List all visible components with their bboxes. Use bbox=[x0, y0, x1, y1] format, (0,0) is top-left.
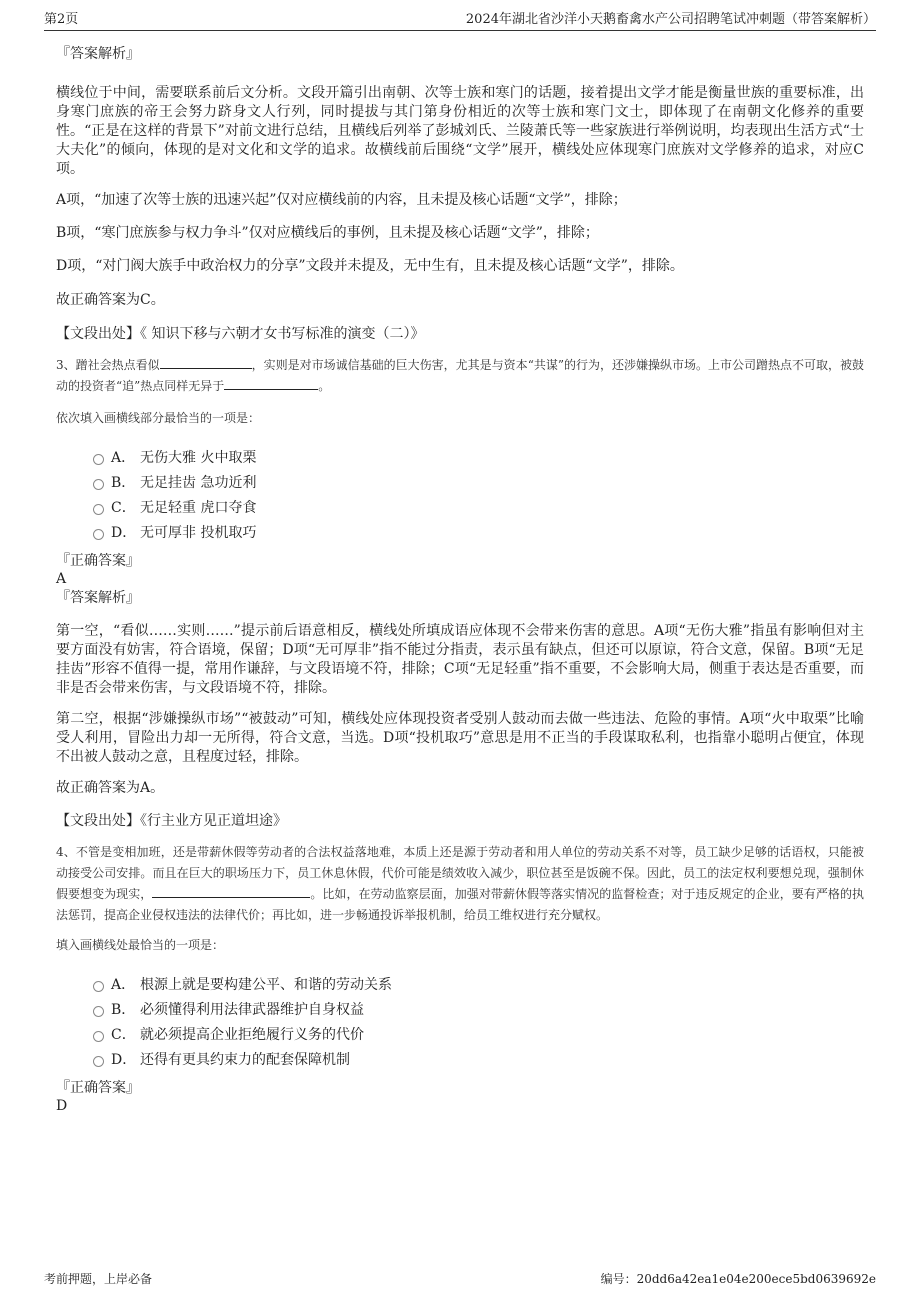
q3-source: 【文段出处】《行主业方见正道坦途》 bbox=[56, 813, 287, 829]
q3-stem-part3: 。 bbox=[318, 379, 331, 393]
q3-conclusion: 故正确答案为A。 bbox=[56, 780, 165, 796]
radio-icon[interactable] bbox=[93, 454, 104, 465]
radio-icon[interactable] bbox=[93, 1056, 104, 1067]
option-letter: A． bbox=[111, 977, 136, 993]
q4-stem bbox=[56, 842, 864, 926]
q3-answer-tag: 『正确答案』 bbox=[56, 553, 140, 569]
option-letter: C． bbox=[111, 500, 136, 516]
q3-analysis-tag: 『答案解析』 bbox=[56, 590, 140, 606]
radio-icon[interactable] bbox=[93, 981, 104, 992]
option-letter: B． bbox=[111, 1002, 136, 1018]
q3-option-c[interactable] bbox=[56, 496, 864, 521]
option-text: 无足轻重 虎口夺食 bbox=[140, 500, 257, 516]
option-text: 还得有更具约束力的配套保障机制 bbox=[140, 1052, 350, 1068]
option-text: 无可厚非 投机取巧 bbox=[140, 525, 257, 541]
q3-blank-2 bbox=[224, 377, 318, 390]
document-code: 编号：20dd6a42ea1e04e200ece5bd0639692e bbox=[600, 1272, 876, 1286]
page-footer bbox=[44, 1270, 876, 1290]
q4-option-d[interactable] bbox=[56, 1048, 864, 1073]
q3-option-d[interactable] bbox=[56, 521, 864, 546]
q3-stem-part1: 3、蹭社会热点看似 bbox=[56, 358, 160, 372]
q2-analysis-option-b: B项，“寒门庶族参与权力争斗”仅对应横线后的事例，且未提及核心话题“文学”，排除； bbox=[56, 225, 599, 241]
option-letter: B． bbox=[111, 475, 136, 491]
q4-options bbox=[56, 973, 864, 1073]
radio-icon[interactable] bbox=[93, 1031, 104, 1042]
footer-slogan: 考前押题，上岸必备 bbox=[44, 1272, 153, 1286]
q3-analysis-paragraph-1: 第一空，“看似……实则……”提示前后语意相反，横线处所填成语应体现不会带来伤害的意思。A项“无伤大雅”指虽有影响但对主要方面没有妨害，符合语境，保留；D项“无可厚非”指不能过分指责，表示虽有缺点，但还可以原谅，符合文意，保留。B项“无足挂齿”形容不值得一提，常用作谦辞，与文段语境不符，排除；C项“无足轻重”指不重要，不会影响大局，侧重于表达是否重要，而非是否会带来伤害，与文段语境不符，排除。 bbox=[56, 623, 864, 696]
radio-icon[interactable] bbox=[93, 529, 104, 540]
radio-icon[interactable] bbox=[93, 504, 104, 515]
q2-analysis-paragraph: 横线位于中间，需要联系前后文分析。文段开篇引出南朝、次等士族和寒门的话题，接着提出文学才能是衡量世族的重要标准，出身寒门庶族的帝王会努力跻身文人行列，同时提拔与其门第身份相近的次等士族和寒门文士，即体现了在南朝文化修养的重要性。“正是在这样的背景下”对前文进行总结，且横线后列举了彭城刘氏、兰陵萧氏等一些家族进行举例说明，均表现出生活方式“士大夫化”的倾向，体现的是对文化和文学的追求。故横线前后围绕“文学”展开，横线处应体现寒门庶族对文学修养的追求，对应C项。 bbox=[56, 85, 864, 177]
q4-answer: D bbox=[56, 1098, 68, 1114]
q3-options bbox=[56, 446, 864, 546]
q3-analysis-paragraph-2: 第二空，根据“涉嫌操纵市场”“被鼓动”可知，横线处应体现投资者受别人鼓动而去做一些违法、危险的事情。A项“火中取栗”比喻受人利用，冒险出力却一无所得，符合文意，当选。D项“投机取巧”意思是用不正当的手段谋取私利，也指靠小聪明占便宜，体现不出被人鼓动之意，且程度过轻，排除。 bbox=[56, 711, 864, 765]
q4-prompt: 填入画横线处最恰当的一项是： bbox=[56, 938, 225, 952]
option-text: 根源上就是要构建公平、和谐的劳动关系 bbox=[140, 977, 392, 993]
q4-stem-part2: 。比如，在劳动监察层面，加强对带薪休假等落实情况的监督检查；对于违反规定的企业，要有严格的执法惩罚，提高企业侵权违法的法律代价；再比如，进一步畅通投诉举报机制，给员工维权进行充分赋权。 bbox=[56, 887, 864, 922]
q4-stem-part1: 4、不管是变相加班，还是带薪休假等劳动者的合法权益落地难，本质上还是源于劳动者和用人单位的劳动关系不对等，员工缺少足够的话语权，只能被动接受公司安排。而且在巨大的职场压力下，员工休息休假，代价可能是绩效收入减少，职位甚至是饭碗不保。因此，员工的法定权利要想兑现，强制休假要想变为现实， bbox=[56, 845, 864, 901]
q4-blank bbox=[152, 885, 310, 898]
document-title: 2024年湖北省沙洋小天鹅畜禽水产公司招聘笔试冲刺题（带答案解析） bbox=[465, 12, 876, 27]
q3-stem-part2: ，实则是对市场诚信基础的巨大伤害，尤其是与资本“共谋”的行为，还涉嫌操纵市场。上市公司蹭热点不可取，被鼓动的投资者“追”热点同样无异于 bbox=[56, 358, 864, 393]
option-letter: C． bbox=[111, 1027, 136, 1043]
option-text: 无伤大雅 火中取栗 bbox=[140, 450, 257, 466]
q4-option-b[interactable] bbox=[56, 998, 864, 1023]
q2-analysis-option-d: D项，“对门阀大族手中政治权力的分享”文段并未提及，无中生有，且未提及核心话题“文学”，排除。 bbox=[56, 258, 684, 274]
radio-icon[interactable] bbox=[93, 479, 104, 490]
option-text: 无足挂齿 急功近利 bbox=[140, 475, 257, 491]
q3-option-a[interactable] bbox=[56, 446, 864, 471]
q2-conclusion: 故正确答案为C。 bbox=[56, 292, 165, 308]
q4-option-c[interactable] bbox=[56, 1023, 864, 1048]
page-content bbox=[56, 40, 864, 1114]
option-letter: D． bbox=[111, 525, 137, 541]
option-letter: D． bbox=[111, 1052, 137, 1068]
q4-answer-tag: 『正确答案』 bbox=[56, 1080, 140, 1096]
q2-analysis-tag: 『答案解析』 bbox=[56, 46, 140, 62]
page-number: 第2页 bbox=[44, 12, 79, 27]
q3-answer: A bbox=[56, 571, 67, 587]
q2-analysis-option-a: A项，“加速了次等士族的迅速兴起”仅对应横线前的内容，且未提及核心话题“文学”，排除； bbox=[56, 192, 627, 208]
option-letter: A． bbox=[111, 450, 136, 466]
q3-stem bbox=[56, 355, 864, 397]
q2-source: 【文段出处】《 知识下移与六朝才女书写标准的演变（二）》 bbox=[56, 326, 425, 342]
q3-prompt: 依次填入画横线部分最恰当的一项是： bbox=[56, 411, 261, 425]
radio-icon[interactable] bbox=[93, 1006, 104, 1017]
option-text: 必须懂得利用法律武器维护自身权益 bbox=[140, 1002, 364, 1018]
option-text: 就必须提高企业拒绝履行义务的代价 bbox=[140, 1027, 364, 1043]
q3-blank-1 bbox=[160, 356, 252, 369]
q3-option-b[interactable] bbox=[56, 471, 864, 496]
q4-option-a[interactable] bbox=[56, 973, 864, 998]
page-header bbox=[44, 10, 876, 31]
